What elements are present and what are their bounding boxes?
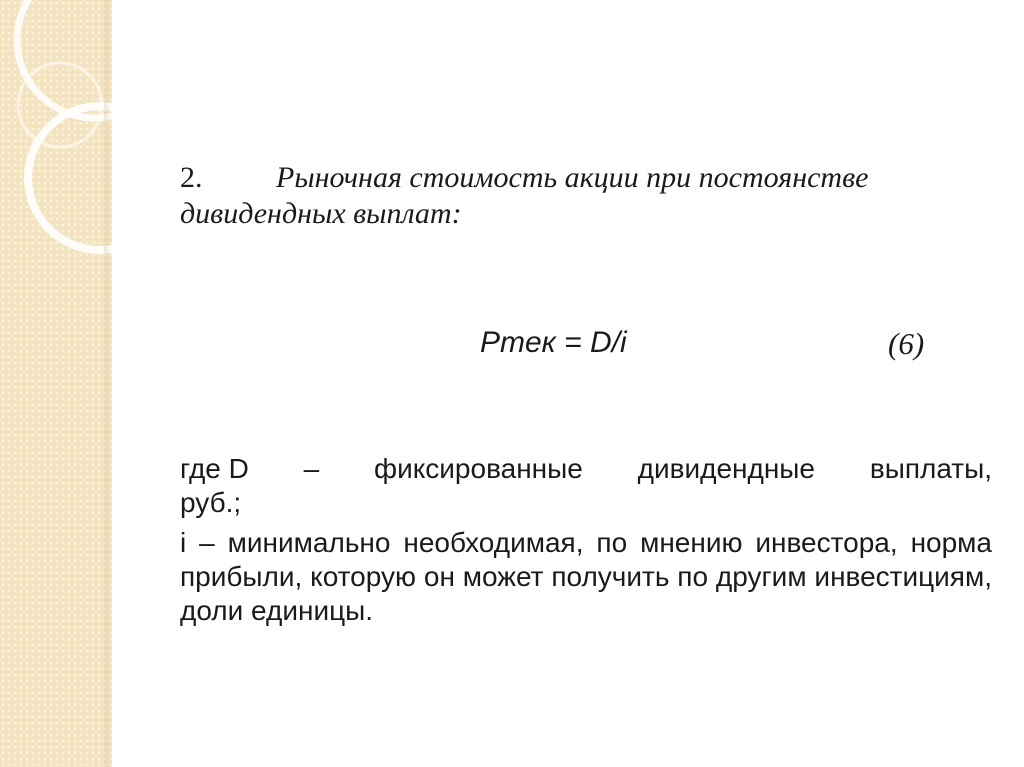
slide-content	[180, 0, 992, 767]
heading-number: 2.	[180, 161, 203, 194]
definition-d-continuation: руб.;	[180, 487, 242, 518]
decorative-side-band	[0, 0, 112, 767]
definition-d-dash: –	[303, 453, 320, 484]
definitions	[180, 452, 992, 634]
definition-d-word1: фиксированные	[374, 453, 583, 484]
heading-text: Рыночная стоимость акции при постоянстве дивидендных выплат:	[180, 161, 869, 230]
section-heading	[180, 160, 992, 232]
definition-i: i – минимально необходимая, по мнению инвестора, норма прибыли, которую он может получить по другим инвестициям, доли единицы.	[180, 527, 992, 626]
formula-number: (6)	[888, 326, 925, 361]
definition-d-word2: дивидендные	[637, 453, 816, 484]
definition-d-word3: выплаты,	[869, 453, 992, 484]
definition-d	[180, 452, 992, 486]
formula: Pтек = D/i	[480, 326, 627, 359]
side-band-edge	[104, 0, 112, 767]
decorative-rings	[0, 0, 112, 767]
definition-d-term: где D	[180, 453, 249, 484]
